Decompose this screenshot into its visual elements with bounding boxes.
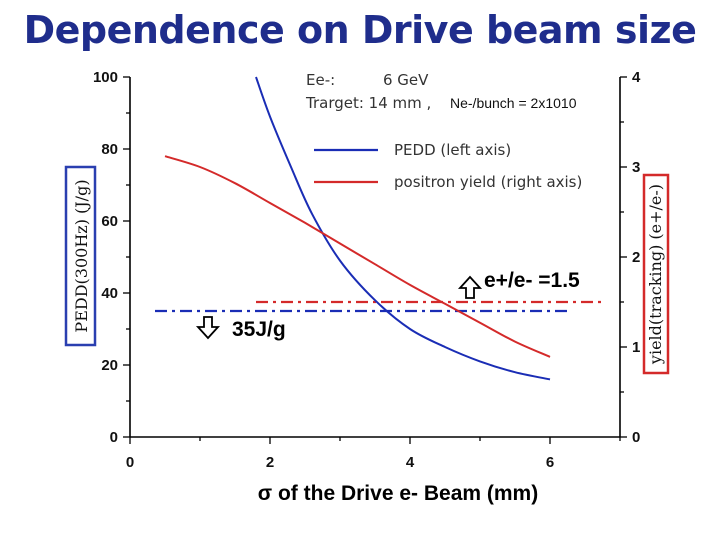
info-target-label: Trarget: 14 mm , xyxy=(306,94,432,112)
x-tick-label: 4 xyxy=(405,454,415,471)
y-right-tick-label: 0 xyxy=(632,429,641,446)
y-left-tick-label: 100 xyxy=(92,69,118,86)
right-axis-label: yield(tracking) (e+/e-) xyxy=(646,183,665,365)
info-bunch-value: Ne-/bunch = 2x1010 xyxy=(450,95,577,111)
pedd-series-line xyxy=(256,77,550,379)
legend-label: positron yield (right axis) xyxy=(394,173,583,191)
y-left-tick-label: 60 xyxy=(101,213,118,230)
slide-title: Dependence on Drive beam size xyxy=(23,8,697,52)
y-left-tick-label: 0 xyxy=(109,429,118,446)
y-right-tick-label: 2 xyxy=(632,249,641,266)
legend-label: PEDD (left axis) xyxy=(394,141,512,159)
y-left-tick-label: 40 xyxy=(101,285,118,302)
y-right-tick-label: 4 xyxy=(632,69,641,86)
y-left-tick-label: 20 xyxy=(101,357,118,374)
x-tick-label: 0 xyxy=(125,454,135,471)
x-tick-label: 6 xyxy=(545,454,555,471)
y-right-tick-label: 3 xyxy=(632,159,641,176)
down-arrow-icon xyxy=(198,317,218,338)
x-axis-label: σ of the Drive e- Beam (mm) xyxy=(257,482,539,505)
left-axis-label: PEDD(300Hz) (J/g) xyxy=(72,179,91,333)
y-right-tick-label: 1 xyxy=(632,339,641,356)
yield-threshold-annotation: e+/e- =1.5 xyxy=(484,269,580,292)
legend xyxy=(314,141,582,191)
y-left-tick-label: 80 xyxy=(101,141,118,158)
x-tick-label: 2 xyxy=(265,454,275,471)
up-arrow-icon xyxy=(460,277,480,298)
ticks xyxy=(123,77,627,444)
info-energy-label: Ee-: xyxy=(306,71,336,89)
pedd-threshold-annotation: 35J/g xyxy=(232,318,286,341)
series xyxy=(165,77,550,379)
info-energy-value: 6 GeV xyxy=(383,71,429,89)
